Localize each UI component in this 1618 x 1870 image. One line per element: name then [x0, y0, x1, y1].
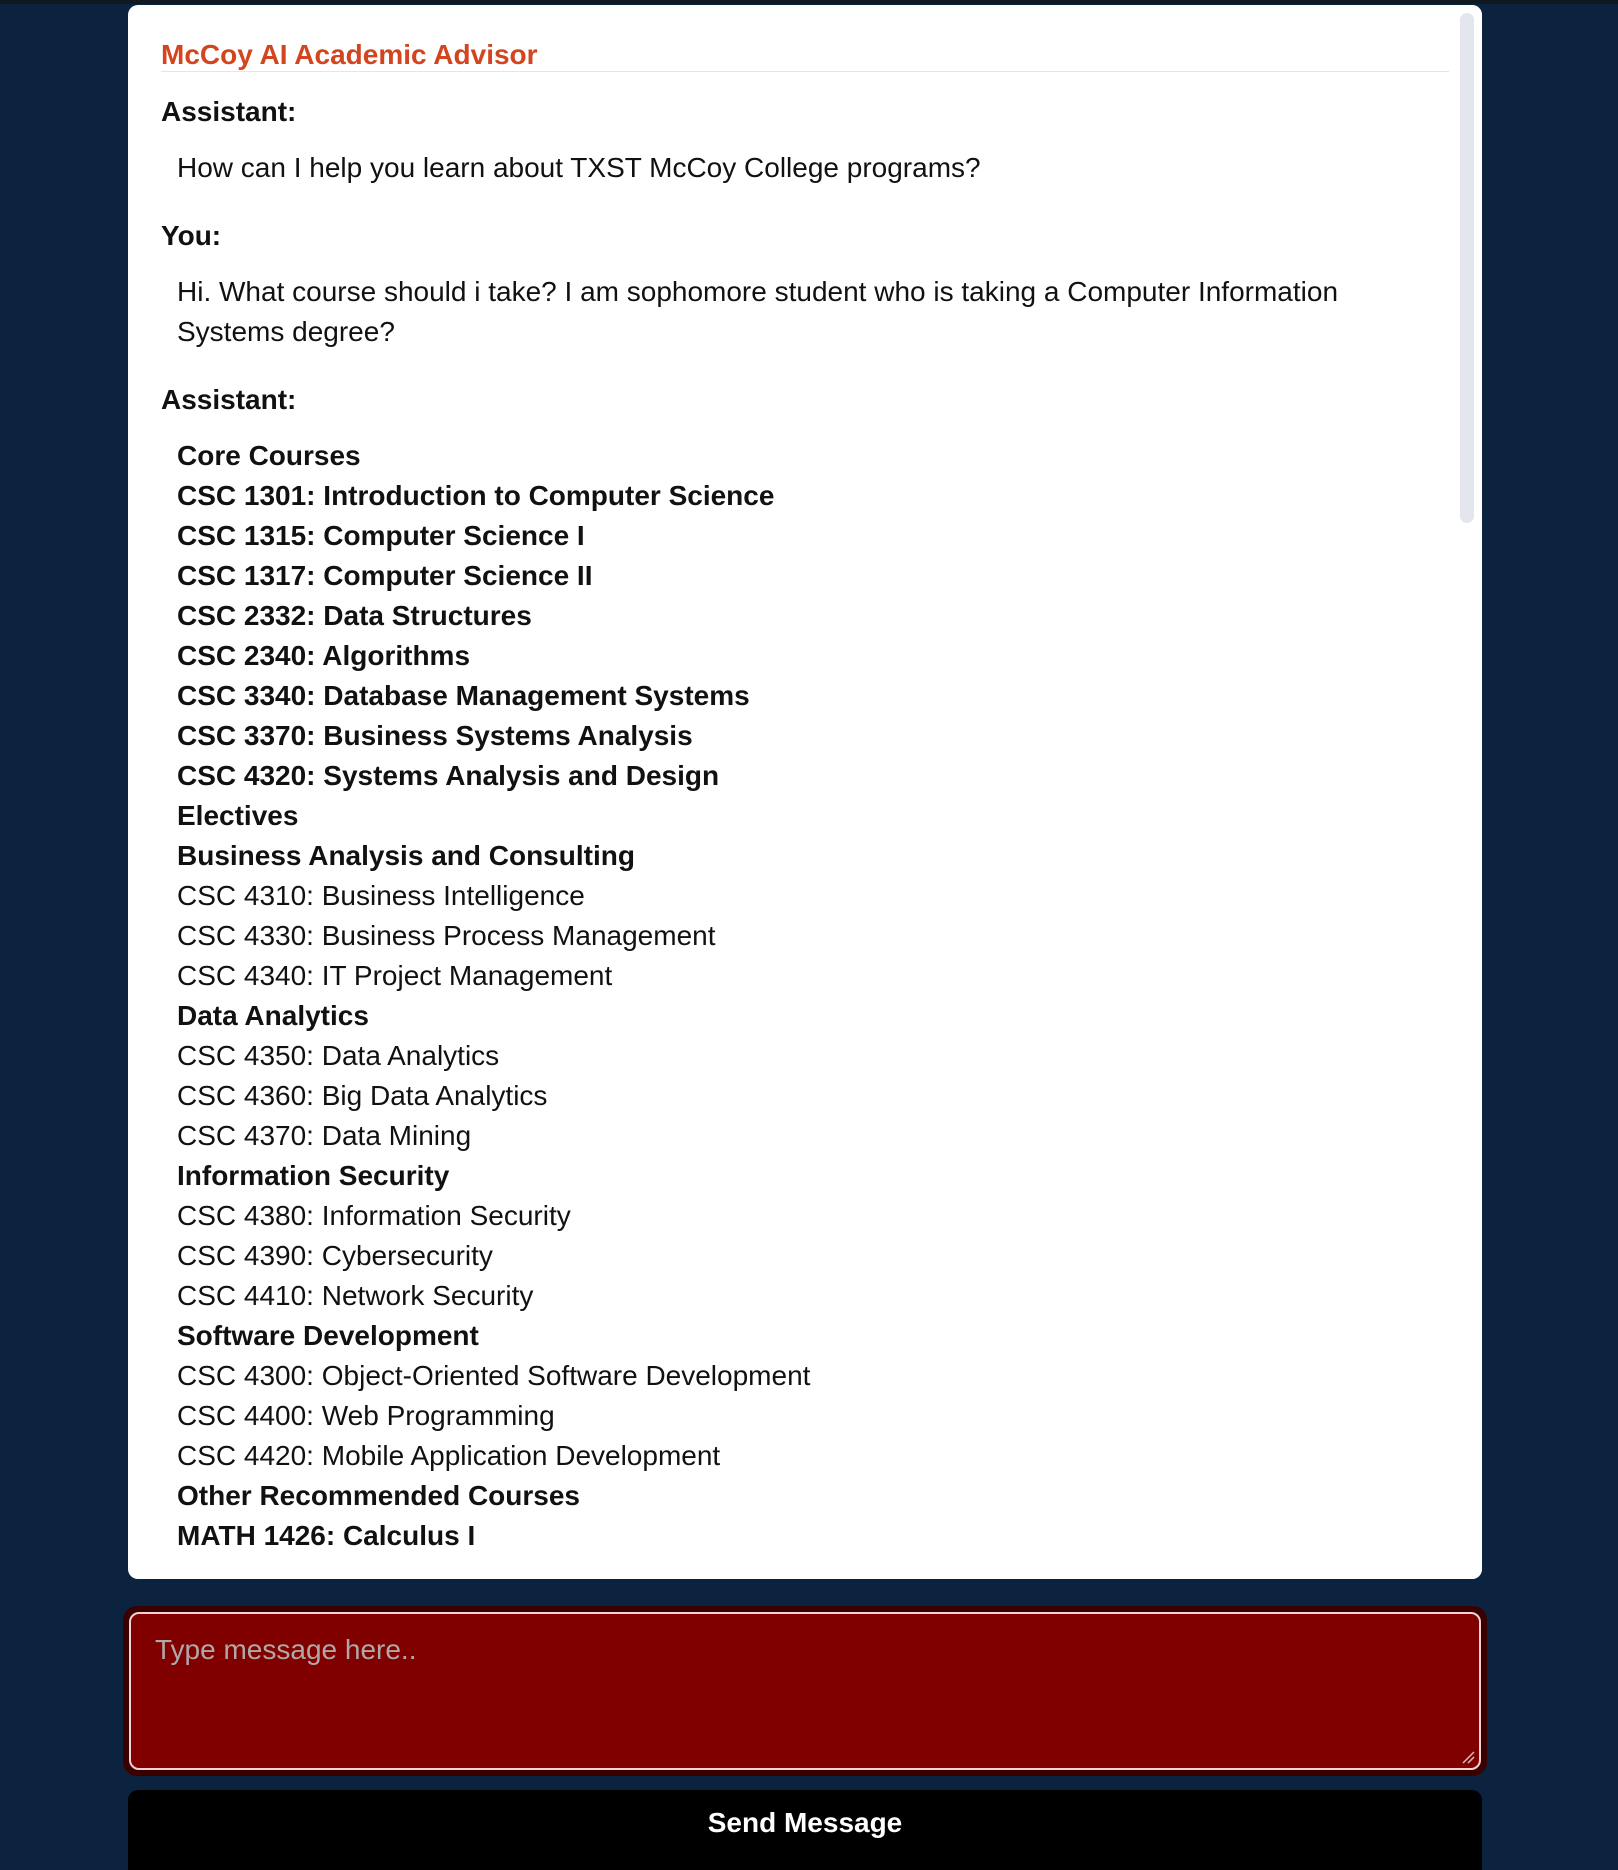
course-item: CSC 4340: IT Project Management	[177, 960, 613, 991]
course-heading: Software Development	[177, 1320, 479, 1351]
message-assistant-greeting	[161, 92, 1449, 188]
message-text: Hi. What course should i take? I am sophomore student who is taking a Computer Information Systems degree?	[177, 276, 1339, 347]
course-item: CSC 4310: Business Intelligence	[177, 880, 585, 911]
message-text: How can I help you learn about TXST McCoy College programs?	[177, 152, 981, 183]
course-heading: Business Analysis and Consulting	[177, 840, 635, 871]
course-item: CSC 4360: Big Data Analytics	[177, 1080, 548, 1111]
top-border	[0, 0, 1618, 4]
course-item: CSC 4380: Information Security	[177, 1200, 571, 1231]
course-heading: CSC 2340: Algorithms	[177, 640, 471, 671]
chat-scroll-area[interactable]	[161, 5, 1449, 1579]
message-input-frame	[123, 1606, 1487, 1776]
course-item: CSC 4350: Data Analytics	[177, 1040, 500, 1071]
send-message-button[interactable]: Send Message	[128, 1790, 1482, 1870]
course-heading: MATH 1426: Calculus I	[177, 1520, 476, 1551]
course-item: CSC 4410: Network Security	[177, 1280, 534, 1311]
course-list	[161, 436, 1449, 1556]
course-heading: Electives	[177, 800, 299, 831]
course-item: CSC 4390: Cybersecurity	[177, 1240, 493, 1271]
course-heading: CSC 3370: Business Systems Analysis	[177, 720, 693, 751]
chat-scrollbar[interactable]	[1452, 5, 1482, 1579]
message-speaker: Assistant:	[161, 384, 297, 415]
course-heading: Information Security	[177, 1160, 450, 1191]
course-heading: Core Courses	[177, 440, 361, 471]
course-item: CSC 4370: Data Mining	[177, 1120, 472, 1151]
course-heading: Data Analytics	[177, 1000, 369, 1031]
message-user	[161, 216, 1449, 352]
app-title: McCoy AI Academic Advisor	[161, 5, 1449, 72]
message-speaker: Assistant:	[161, 96, 297, 127]
course-heading: CSC 3340: Database Management Systems	[177, 680, 750, 711]
course-heading: Other Recommended Courses	[177, 1480, 580, 1511]
course-item: CSC 4330: Business Process Management	[177, 920, 716, 951]
course-heading: CSC 1317: Computer Science II	[177, 560, 593, 591]
course-item: CSC 4400: Web Programming	[177, 1400, 555, 1431]
message-assistant-courses	[161, 380, 1449, 1556]
course-heading: CSC 4320: Systems Analysis and Design	[177, 760, 720, 791]
course-heading: CSC 1315: Computer Science I	[177, 520, 585, 551]
chat-scrollbar-thumb[interactable]	[1460, 13, 1474, 523]
message-speaker: You:	[161, 220, 222, 251]
chat-panel[interactable]	[128, 5, 1482, 1579]
course-item: CSC 4420: Mobile Application Development	[177, 1440, 721, 1471]
course-heading: CSC 1301: Introduction to Computer Science	[177, 480, 775, 511]
message-list	[161, 72, 1449, 1556]
message-input[interactable]	[129, 1612, 1481, 1770]
course-heading: CSC 2332: Data Structures	[177, 600, 532, 631]
course-item: CSC 4300: Object-Oriented Software Development	[177, 1360, 811, 1391]
